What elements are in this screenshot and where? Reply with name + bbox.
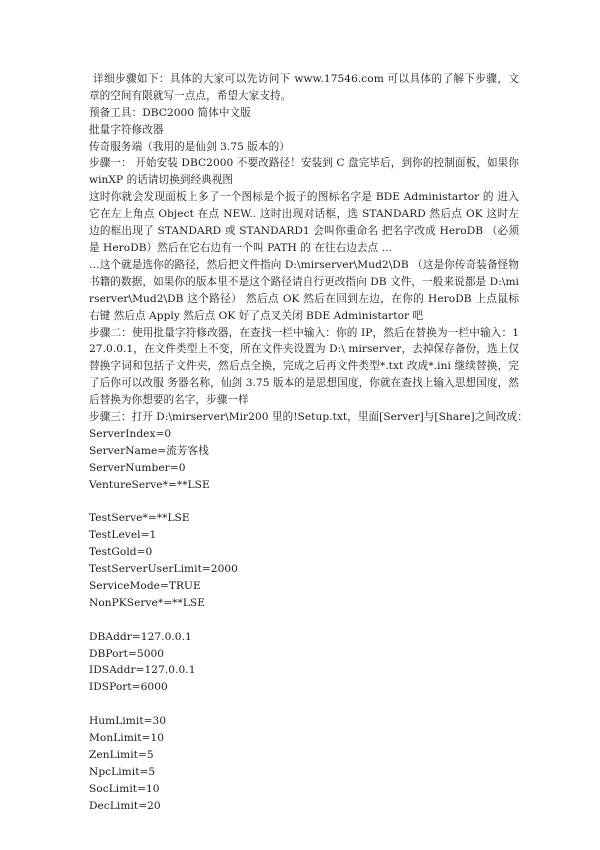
config-group-server: [89, 426, 519, 494]
config-line: IDSPort=6000: [89, 681, 168, 694]
config-group-limits: [89, 713, 519, 814]
step2-paragraph: 步骤二：使用批量字符修改器，在查找一栏中输入：你的 IP，然后在替换为一栏中输入：127.0.0.1，在文件类型上不变，所在文件夹设置为 D:\ mirserver，去掉保存备份，选上仅替换字词和包括子文件夹，然后点全换，完成之后再文件类型*.txt 改成*.ini 继续替换，完了后你可以改服 务器名称，仙剑 3.75 版本的是思想国度，你就在查找上输入思想国度，然后替换为你想要的名字，步骤一样: [89, 326, 519, 407]
blank-line: [89, 612, 519, 629]
document-page: [89, 71, 528, 814]
config-line: VentureServe*=**LSE: [89, 478, 210, 491]
tool-line-dbc2000: 预备工具：DBC2000 简体中文版: [89, 106, 251, 119]
config-line: SocLimit=10: [89, 782, 160, 795]
config-line: ServerIndex=0: [89, 427, 172, 440]
config-line: ServerName=流芳客栈: [89, 444, 209, 457]
tool-line-char-modifier: 批量字符修改器: [89, 123, 164, 136]
config-line: TestLevel=1: [89, 529, 157, 542]
config-line: NonPKServe*=**LSE: [89, 596, 205, 609]
blank-line: [89, 494, 519, 511]
bde-paragraph: 这时你就会发现面板上多了一个图标是个扳子的图标名字是 BDE Administartor 的 进入它在左上角点 Object 在点 NEW.. 这时出现对话框，选 STANDARD 然后点 OK 这时左边的框出现了 STANDARD 或 STANDARD1 会叫你重命名 把名字改成 HeroDB （必须是 HeroDB）然后在它右边有一个叫 PATH 的 在往右边去点 …: [89, 191, 519, 255]
intro-paragraph: 详细步骤如下：具体的大家可以先访问下 www.17546.com 可以具体的了解下步骤，文章的空间有限就写一点点，希望大家支持。: [89, 73, 519, 102]
config-line: TestServerUserLimit=2000: [89, 563, 238, 576]
config-line: DBAddr=127.0.0.1: [89, 630, 192, 643]
path-paragraph: …这个就是选你的路径，然后把文件指向 D:\mirserver\Mud2\DB （这是你传奇装备怪物书籍的数据，如果你的版本里不是这个路径请自行更改指向 DB 文件，一般来说都是 D:\mirserver\Mud2\DB 这个路径） 然后点 OK 然后在回到左边，在你的 HeroDB 上点鼠标右键 然后点 Apply 然后点 OK 好了点叉关闭 BDE Administartor 吧: [89, 258, 519, 322]
config-line: ZenLimit=5: [89, 748, 154, 761]
config-line: ServerNumber=0: [89, 461, 186, 474]
step1-paragraph: 步骤一： 开始安装 DBC2000 不要改路径！安装到 C 盘完毕后，到你的控制面板，如果你 winXP 的话请切换到经典视图: [89, 157, 519, 187]
config-line: IDSAddr=127.0.0.1: [89, 664, 196, 677]
config-line: MonLimit=10: [89, 732, 165, 744]
step3-line: 步骤三：打开 D:\mirserver\Mir200 里的!Setup.txt，里面[Server]与[Share]之间改成：: [89, 411, 528, 424]
config-line: TestGold=0: [89, 546, 153, 559]
config-line: ServiceMode=TRUE: [89, 579, 201, 592]
config-line: TestServe*=**LSE: [89, 512, 190, 525]
config-line: HumLimit=30: [89, 715, 167, 728]
config-group-test: [89, 510, 519, 611]
config-line: NpcLimit=5: [89, 765, 156, 778]
blank-line: [89, 696, 519, 713]
config-line: DBPort=5000: [89, 647, 165, 660]
config-group-db: [89, 629, 519, 697]
tool-line-server: 传奇服务端（我用的是仙剑 3.75 版本的）: [89, 140, 290, 153]
config-line: DecLimit=20: [89, 799, 161, 812]
